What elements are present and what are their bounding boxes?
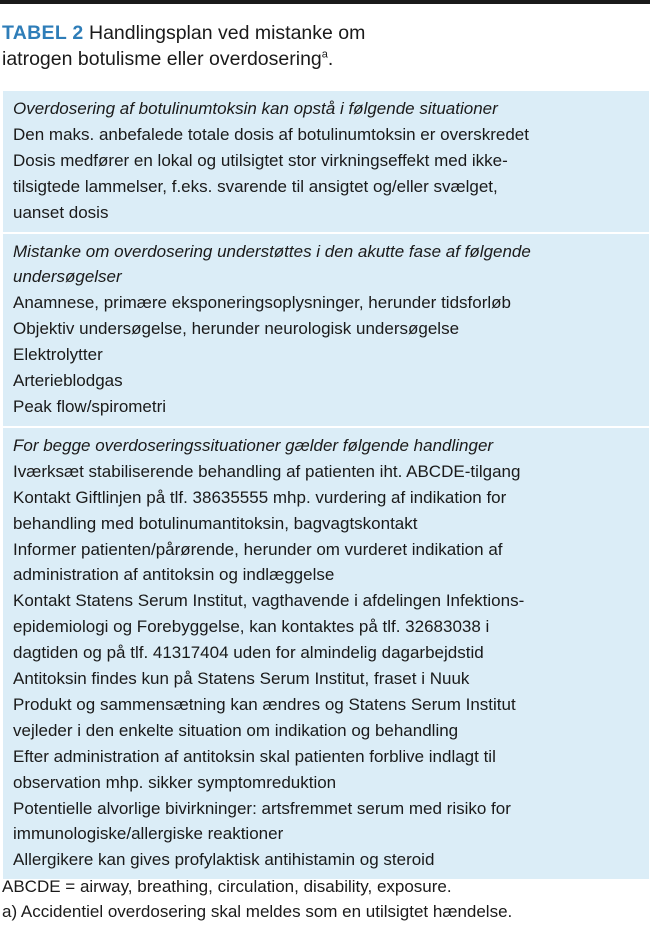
table-line: Elektrolytter bbox=[13, 345, 103, 365]
title-text-2: iatrogen botulisme eller overdosering bbox=[2, 48, 322, 70]
table-line: vejleder i den enkelte situation om indikation og behandling bbox=[13, 720, 459, 740]
table-line: Arterieblodgas bbox=[13, 371, 123, 391]
table-line: administration af antitoksin og indlæggelse bbox=[13, 565, 335, 585]
table-line: Kontakt Statens Serum Institut, vagthavende i afdelingen Infektions- bbox=[13, 591, 525, 611]
section-actions bbox=[3, 426, 649, 879]
title-footnote-marker: a bbox=[321, 48, 328, 61]
section-overdose-situations bbox=[3, 91, 649, 232]
footnote-a: a) Accidentiel overdosering skal meldes som en utilsigtet hændelse. bbox=[2, 902, 513, 921]
table-line: Peak flow/spirometri bbox=[13, 396, 167, 416]
section-heading: For begge overdoseringssituationer gælder følgende handlinger bbox=[13, 435, 494, 455]
table-line: Dosis medfører en lokal og utilsigtet stor virkningseffekt med ikke- bbox=[13, 150, 508, 170]
table-line: Produkt og sammensætning kan ændres og Statens Serum Institut bbox=[13, 694, 516, 714]
table-line: Iværksæt stabiliserende behandling af patienten iht. ABCDE-tilgang bbox=[13, 461, 521, 481]
action-plan-table bbox=[3, 91, 649, 879]
table-line: observation mhp. sikker symptomreduktion bbox=[13, 772, 337, 792]
section-heading: undersøgelser bbox=[13, 267, 122, 287]
table-line: Den maks. anbefalede totale dosis af botulinumtoksin er overskredet bbox=[13, 124, 529, 144]
table-label: TABEL 2 bbox=[2, 22, 84, 44]
table-line: Objektiv undersøgelse, herunder neurologisk undersøgelse bbox=[13, 319, 460, 339]
table-line: tilsigtede lammelser, f.eks. svarende til ansigtet og/eller svælget, bbox=[13, 176, 498, 196]
title-period: . bbox=[327, 48, 334, 70]
table-line: Allergikere kan gives profylaktisk antihistamin og steroid bbox=[13, 850, 435, 870]
title-line-2 bbox=[2, 46, 642, 72]
table-line: Anamnese, primære eksponeringsoplysninger, herunder tidsforløb bbox=[13, 293, 511, 313]
top-rule bbox=[0, 0, 650, 4]
table-line: Efter administration af antitoksin skal patienten forblive indlagt til bbox=[13, 746, 496, 766]
section-heading: Mistanke om overdosering understøttes i den akutte fase af følgende bbox=[13, 241, 531, 261]
table-line: dagtiden og på tlf. 41317404 uden for almindelig dagarbejdstid bbox=[13, 643, 484, 663]
table-line: epidemiologi og Forebyggelse, kan kontaktes på tlf. 32683038 i bbox=[13, 617, 490, 637]
table-line: Informer patienten/pårørende, herunder om vurderet indikation af bbox=[13, 539, 503, 559]
table-line: Potentielle alvorlige bivirkninger: artsfremmet serum med risiko for bbox=[13, 798, 511, 818]
table-line: Kontakt Giftlinjen på tlf. 38635555 mhp. vurdering af indikation for bbox=[13, 487, 507, 507]
abbreviation-note: ABCDE = airway, breathing, circulation, disability, exposure. bbox=[2, 877, 452, 896]
title-text-1: Handlingsplan ved mistanke om bbox=[88, 22, 366, 44]
section-heading: Overdosering af botulinumtoksin kan opstå i følgende situationer bbox=[13, 99, 498, 118]
table-line: behandling med botulinumantitoksin, bagvagtskontakt bbox=[13, 513, 418, 533]
table-line: Antitoksin findes kun på Statens Serum Institut, fraset i Nuuk bbox=[13, 669, 470, 689]
table-footnotes bbox=[2, 874, 648, 924]
title-line-1 bbox=[2, 20, 642, 46]
table-line: uanset dosis bbox=[13, 202, 109, 222]
table-title bbox=[2, 20, 642, 72]
section-acute-investigations bbox=[3, 232, 649, 426]
table-line: immunologiske/allergiske reaktioner bbox=[13, 824, 284, 844]
